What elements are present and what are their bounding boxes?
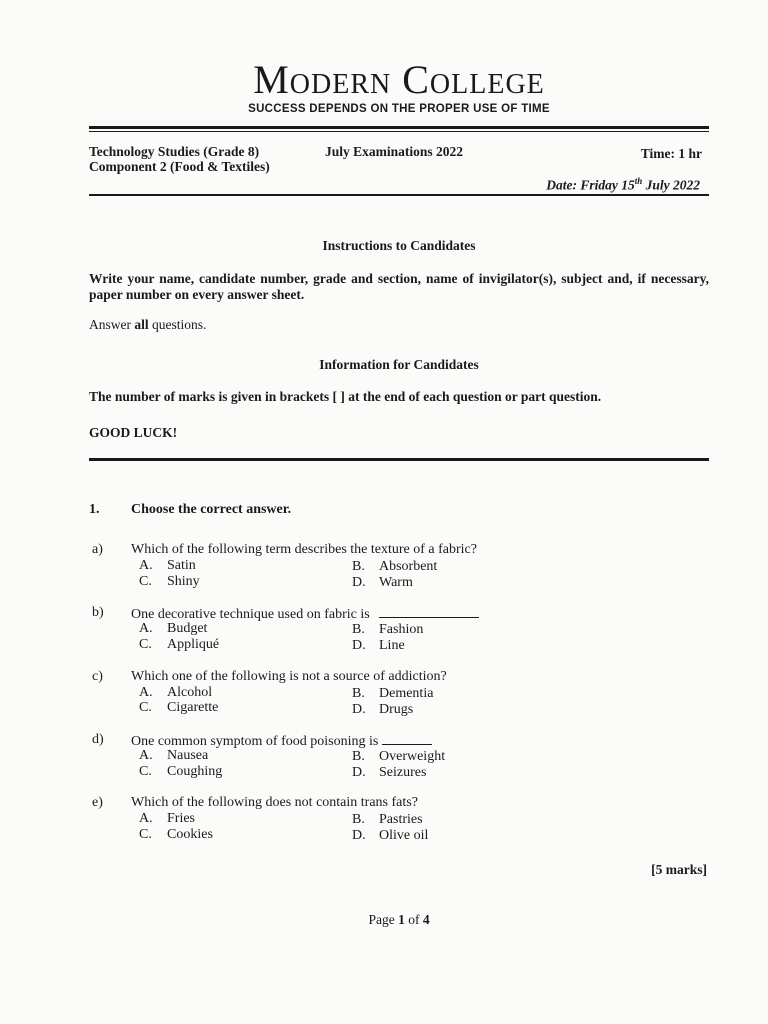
option-letter: C. xyxy=(139,827,152,842)
part-text: One decorative technique used on fabric is xyxy=(131,605,479,623)
option-letter: B. xyxy=(352,559,365,574)
part-label: b) xyxy=(92,605,104,620)
option-text: Cookies xyxy=(167,827,213,842)
option-text: Seizures xyxy=(379,765,427,780)
answer-all-line: Answer all questions. xyxy=(89,317,207,332)
option-letter: B. xyxy=(352,812,365,827)
information-text: The number of marks is given in brackets [ ] at the end of each question or part question. xyxy=(89,389,602,404)
option-text: Cigarette xyxy=(167,700,219,715)
option-letter: A. xyxy=(139,685,153,700)
option-letter: D. xyxy=(352,765,366,780)
option-text: Drugs xyxy=(379,702,414,717)
question-prompt: Choose the correct answer. xyxy=(131,502,292,517)
option-text: Overweight xyxy=(379,749,446,764)
option-text: Appliqué xyxy=(167,637,220,652)
option-text: Fries xyxy=(167,811,195,826)
exam-date: Date: Friday 15th July 2022 xyxy=(546,176,700,193)
option-text: Budget xyxy=(167,621,208,636)
option-letter: D. xyxy=(352,828,366,843)
college-motto: SUCCESS DEPENDS ON THE PROPER USE OF TIME xyxy=(248,103,550,115)
option-text: Satin xyxy=(167,558,196,573)
part-label: c) xyxy=(92,669,103,684)
option-text: Pastries xyxy=(379,812,423,827)
component-label: Component 2 (Food & Textiles) xyxy=(89,159,270,174)
option-text: Warm xyxy=(379,575,413,590)
part-label: e) xyxy=(92,795,103,810)
header-rule-thick xyxy=(89,126,709,129)
subject-label: Technology Studies (Grade 8) xyxy=(89,144,260,159)
answer-blank xyxy=(379,605,479,618)
part-label: d) xyxy=(92,732,104,747)
instructions-heading: Instructions to Candidates xyxy=(322,238,476,253)
information-heading: Information for Candidates xyxy=(319,357,479,372)
college-name: Modern College xyxy=(253,57,545,102)
marks-total: [5 marks] xyxy=(651,862,707,877)
part-text: Which of the following does not contain trans fats? xyxy=(131,795,418,810)
part-label: a) xyxy=(92,542,103,557)
option-letter: C. xyxy=(139,637,152,652)
option-text: Dementia xyxy=(379,686,434,701)
option-letter: C. xyxy=(139,574,152,589)
option-letter: B. xyxy=(352,749,365,764)
option-letter: C. xyxy=(139,764,152,779)
option-letter: A. xyxy=(139,748,153,763)
section-rule xyxy=(89,458,709,461)
instructions-text: Write your name, candidate number, grade and section, name of invigilator(s), subject and, if necessary, paper number on every answer sheet. xyxy=(89,271,709,302)
answer-blank xyxy=(382,732,432,745)
part-text: Which one of the following is not a source of addiction? xyxy=(131,669,447,684)
option-letter: D. xyxy=(352,638,366,653)
option-text: Line xyxy=(379,638,405,653)
option-text: Coughing xyxy=(167,764,223,779)
option-letter: C. xyxy=(139,700,152,715)
option-text: Alcohol xyxy=(167,685,213,700)
page-number: Page 1 of 4 xyxy=(368,912,430,927)
exam-name: July Examinations 2022 xyxy=(325,144,464,159)
option-text: Fashion xyxy=(379,622,424,637)
header-rule-thin xyxy=(89,131,709,132)
option-text: Absorbent xyxy=(379,559,438,574)
part-text: Which of the following term describes the texture of a fabric? xyxy=(131,542,477,557)
option-letter: A. xyxy=(139,621,153,636)
exam-time: Time: 1 hr xyxy=(640,146,702,161)
option-text: Olive oil xyxy=(379,828,429,843)
option-letter: D. xyxy=(352,702,366,717)
option-letter: A. xyxy=(139,558,153,573)
option-letter: A. xyxy=(139,811,153,826)
option-letter: D. xyxy=(352,575,366,590)
option-letter: B. xyxy=(352,686,365,701)
part-text: One common symptom of food poisoning is xyxy=(131,732,432,750)
info-rule xyxy=(89,194,709,196)
option-text: Nausea xyxy=(167,748,209,763)
good-luck: GOOD LUCK! xyxy=(89,425,178,440)
option-text: Shiny xyxy=(167,574,200,589)
question-number: 1. xyxy=(89,502,100,517)
option-letter: B. xyxy=(352,622,365,637)
